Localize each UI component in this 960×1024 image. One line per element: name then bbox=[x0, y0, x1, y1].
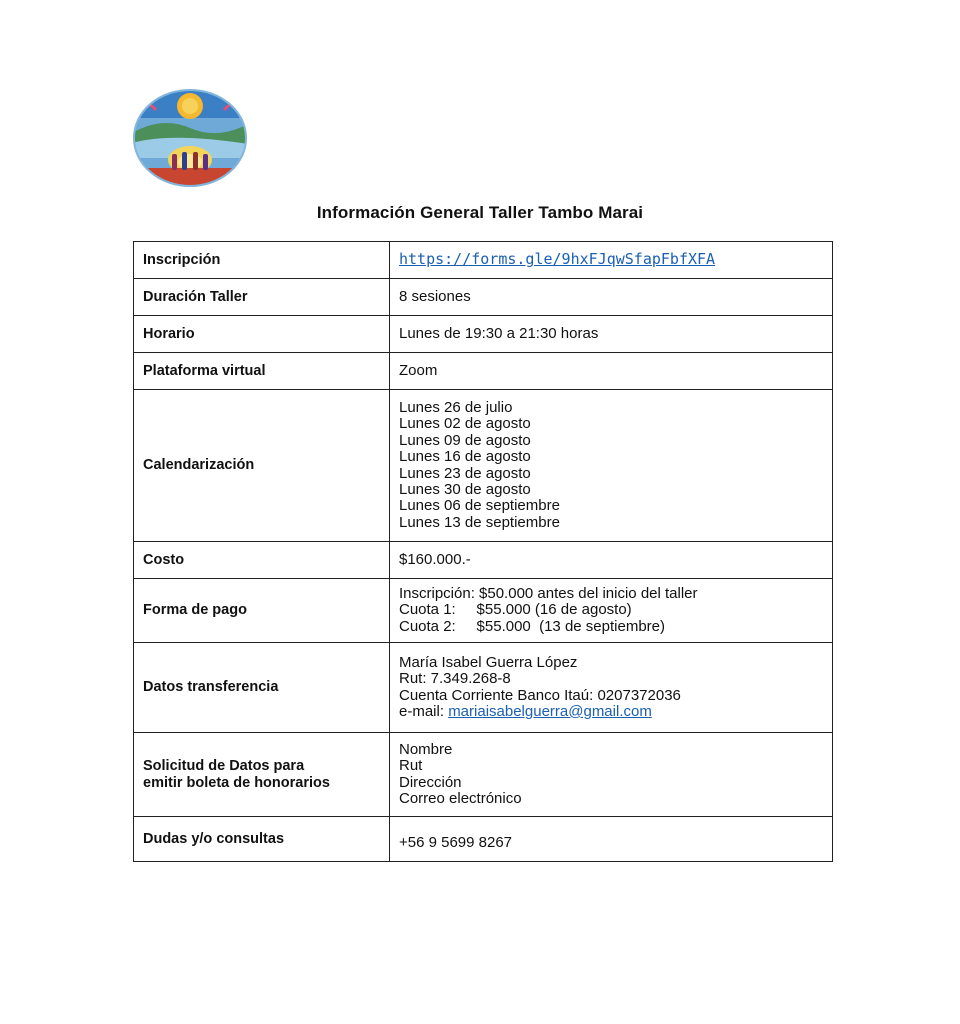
table-row bbox=[134, 733, 833, 817]
table-row bbox=[134, 353, 833, 390]
row-value-solicitud bbox=[390, 733, 833, 817]
account-number: Cuenta Corriente Banco Itaú: 0207372036 bbox=[399, 686, 681, 704]
row-label-datos-transferencia: Datos transferencia bbox=[134, 643, 390, 733]
account-holder-name: María Isabel Guerra López bbox=[399, 653, 578, 671]
row-label-dudas: Dudas y/o consultas bbox=[134, 817, 390, 862]
email-link[interactable]: mariaisabelguerra@gmail.com bbox=[448, 702, 652, 720]
payment-line: Cuota 2: $55.000 (13 de septiembre) bbox=[399, 617, 665, 635]
row-label-inscripcion: Inscripción bbox=[134, 242, 390, 279]
row-value-dudas: +56 9 5699 8267 bbox=[390, 817, 833, 862]
requested-data-item: Correo electrónico bbox=[399, 789, 522, 807]
sun-circle-logo bbox=[132, 88, 248, 188]
solicitud-label-line: Solicitud de Datos para bbox=[143, 758, 305, 775]
row-value-datos-transferencia bbox=[390, 643, 833, 733]
table-row bbox=[134, 279, 833, 316]
date-item: Lunes 30 de agosto bbox=[399, 480, 531, 498]
email-line bbox=[399, 704, 823, 720]
payment-line: Inscripción: $50.000 antes del inicio del taller bbox=[399, 584, 698, 602]
document-title: Información General Taller Tambo Marai bbox=[316, 203, 644, 222]
table-row bbox=[134, 643, 833, 733]
row-label-costo: Costo bbox=[134, 542, 390, 579]
table-row bbox=[134, 242, 833, 279]
table-row bbox=[134, 579, 833, 643]
row-value-inscripcion bbox=[390, 242, 833, 279]
registration-link[interactable]: https://forms.gle/9hxFJqwSfapFbfXFA bbox=[399, 250, 716, 269]
row-value-duracion: 8 sesiones bbox=[390, 279, 833, 316]
row-label-plataforma: Plataforma virtual bbox=[134, 353, 390, 390]
row-value-forma-pago bbox=[390, 579, 833, 643]
email-prefix: e-mail: bbox=[399, 702, 449, 720]
row-value-calendarizacion bbox=[390, 390, 833, 542]
row-value-plataforma: Zoom bbox=[390, 353, 833, 390]
row-label-solicitud bbox=[134, 733, 390, 817]
table-row bbox=[134, 817, 833, 862]
table-row bbox=[134, 390, 833, 542]
date-item: Lunes 16 de agosto bbox=[399, 448, 531, 466]
row-label-calendarizacion: Calendarización bbox=[134, 390, 390, 542]
requested-data-item: Rut bbox=[399, 757, 423, 775]
table-row bbox=[134, 316, 833, 353]
date-item: Lunes 13 de septiembre bbox=[399, 513, 560, 531]
requested-data-item: Dirección bbox=[399, 773, 462, 791]
date-item: Lunes 02 de agosto bbox=[399, 415, 531, 433]
row-value-horario: Lunes de 19:30 a 21:30 horas bbox=[390, 316, 833, 353]
row-label-forma-pago: Forma de pago bbox=[134, 579, 390, 643]
requested-data-item: Nombre bbox=[399, 740, 453, 758]
row-label-duracion: Duración Taller bbox=[134, 279, 390, 316]
info-table bbox=[133, 241, 833, 862]
table-row bbox=[134, 542, 833, 579]
row-label-horario: Horario bbox=[134, 316, 390, 353]
date-item: Lunes 23 de agosto bbox=[399, 464, 531, 482]
solicitud-label-line: emitir boleta de honorarios bbox=[143, 774, 330, 791]
payment-line: Cuota 1: $55.000 (16 de agosto) bbox=[399, 601, 632, 619]
row-value-costo: $160.000.- bbox=[390, 542, 833, 579]
date-item: Lunes 26 de julio bbox=[399, 398, 513, 416]
date-item: Lunes 09 de agosto bbox=[399, 431, 531, 449]
account-rut: Rut: 7.349.268-8 bbox=[399, 670, 511, 688]
date-item: Lunes 06 de septiembre bbox=[399, 497, 560, 515]
